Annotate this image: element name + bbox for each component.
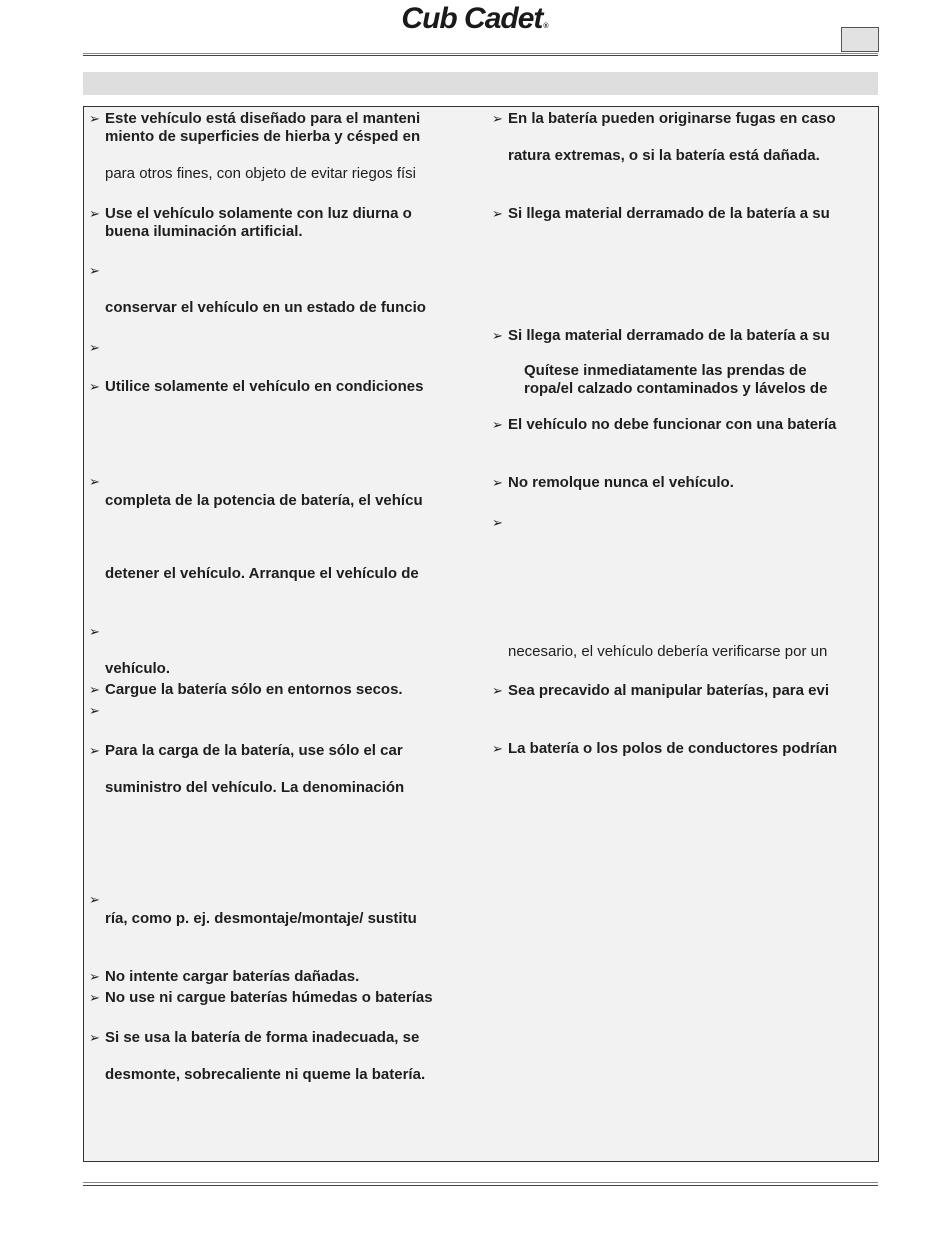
right-line-1: En la batería pueden originarse fugas en caso [508, 110, 836, 127]
right-line-4: Si llega material derramado de la batería a su [508, 327, 830, 344]
bullet-marker: ➢ [492, 741, 503, 756]
left-line-2: miento de superficies de hierba y césped en [105, 128, 421, 145]
right-line-8: No remolque nunca el vehículo. [508, 474, 734, 491]
left-line-7: Utilice solamente el vehículo en condiciones [105, 378, 424, 395]
right-line-10: Sea precavido al manipular baterías, para evi [508, 682, 829, 699]
left-line-8: completa de la potencia de batería, el vehícu [105, 492, 423, 509]
left-line-4: Use el vehículo solamente con luz diurna o [105, 205, 412, 222]
cub-cadet-logo [0, 2, 950, 36]
bullet-marker: ➢ [89, 703, 100, 718]
left-line-11: Cargue la batería sólo en entornos secos. [105, 681, 403, 698]
right-line-9: necesario, el vehículo debería verificarse por un [508, 643, 828, 660]
bullet-marker: ➢ [89, 624, 100, 639]
left-line-14: ría, como p. ej. desmontaje/montaje/ sustitu [105, 910, 417, 927]
bullet-marker: ➢ [89, 743, 100, 758]
bullet-marker: ➢ [89, 682, 100, 697]
bullet-marker: ➢ [492, 328, 503, 343]
logo-text: Cub Cadet [401, 2, 543, 35]
left-line-15: No intente cargar baterías dañadas. [105, 968, 360, 985]
left-line-12: Para la carga de la batería, use sólo el car [105, 742, 403, 759]
bullet-marker: ➢ [492, 475, 503, 490]
left-line-9: detener el vehículo. Arranque el vehículo de [105, 565, 419, 582]
right-line-3: Si llega material derramado de la batería a su [508, 205, 830, 222]
right-line-7: El vehículo no debe funcionar con una batería [508, 416, 837, 433]
registered-mark: ® [543, 23, 549, 30]
bullet-marker: ➢ [89, 206, 100, 221]
bullet-marker: ➢ [492, 111, 503, 126]
bullet-marker: ➢ [492, 683, 503, 698]
left-line-10: vehículo. [105, 660, 171, 677]
bullet-marker: ➢ [89, 474, 100, 489]
bullet-marker: ➢ [492, 515, 503, 530]
right-line-5: Quítese inmediatamente las prendas de [524, 362, 807, 379]
bullet-marker: ➢ [89, 1030, 100, 1045]
header-rule [83, 53, 878, 56]
bullet-marker: ➢ [492, 206, 503, 221]
page-number-box [841, 27, 879, 52]
left-line-3: para otros fines, con objeto de evitar riegos físi [105, 165, 417, 182]
left-line-13: suministro del vehículo. La denominación [105, 779, 405, 796]
left-line-1: Este vehículo está diseñado para el manteni [105, 110, 421, 127]
bullet-marker: ➢ [89, 263, 100, 278]
left-line-5: buena iluminación artificial. [105, 223, 303, 240]
bullet-marker: ➢ [89, 892, 100, 907]
bullet-marker: ➢ [492, 417, 503, 432]
bullet-marker: ➢ [89, 969, 100, 984]
right-line-6: ropa/el calzado contaminados y lávelos de [524, 380, 828, 397]
right-line-11: La batería o los polos de conductores podrían [508, 740, 838, 757]
footer-rule [83, 1182, 878, 1186]
left-line-18: desmonte, sobrecaliente ni queme la batería. [105, 1066, 426, 1083]
bullet-marker: ➢ [89, 379, 100, 394]
section-title-bar [83, 72, 878, 95]
bullet-marker: ➢ [89, 340, 100, 355]
bullet-marker: ➢ [89, 990, 100, 1005]
left-line-17: Si se usa la batería de forma inadecuada, se [105, 1029, 420, 1046]
left-line-6: conservar el vehículo en un estado de funcio [105, 299, 426, 316]
bullet-marker: ➢ [89, 111, 100, 126]
right-line-2: ratura extremas, o si la batería está dañada. [508, 147, 820, 164]
left-line-16: No use ni cargue baterías húmedas o baterías [105, 989, 433, 1006]
